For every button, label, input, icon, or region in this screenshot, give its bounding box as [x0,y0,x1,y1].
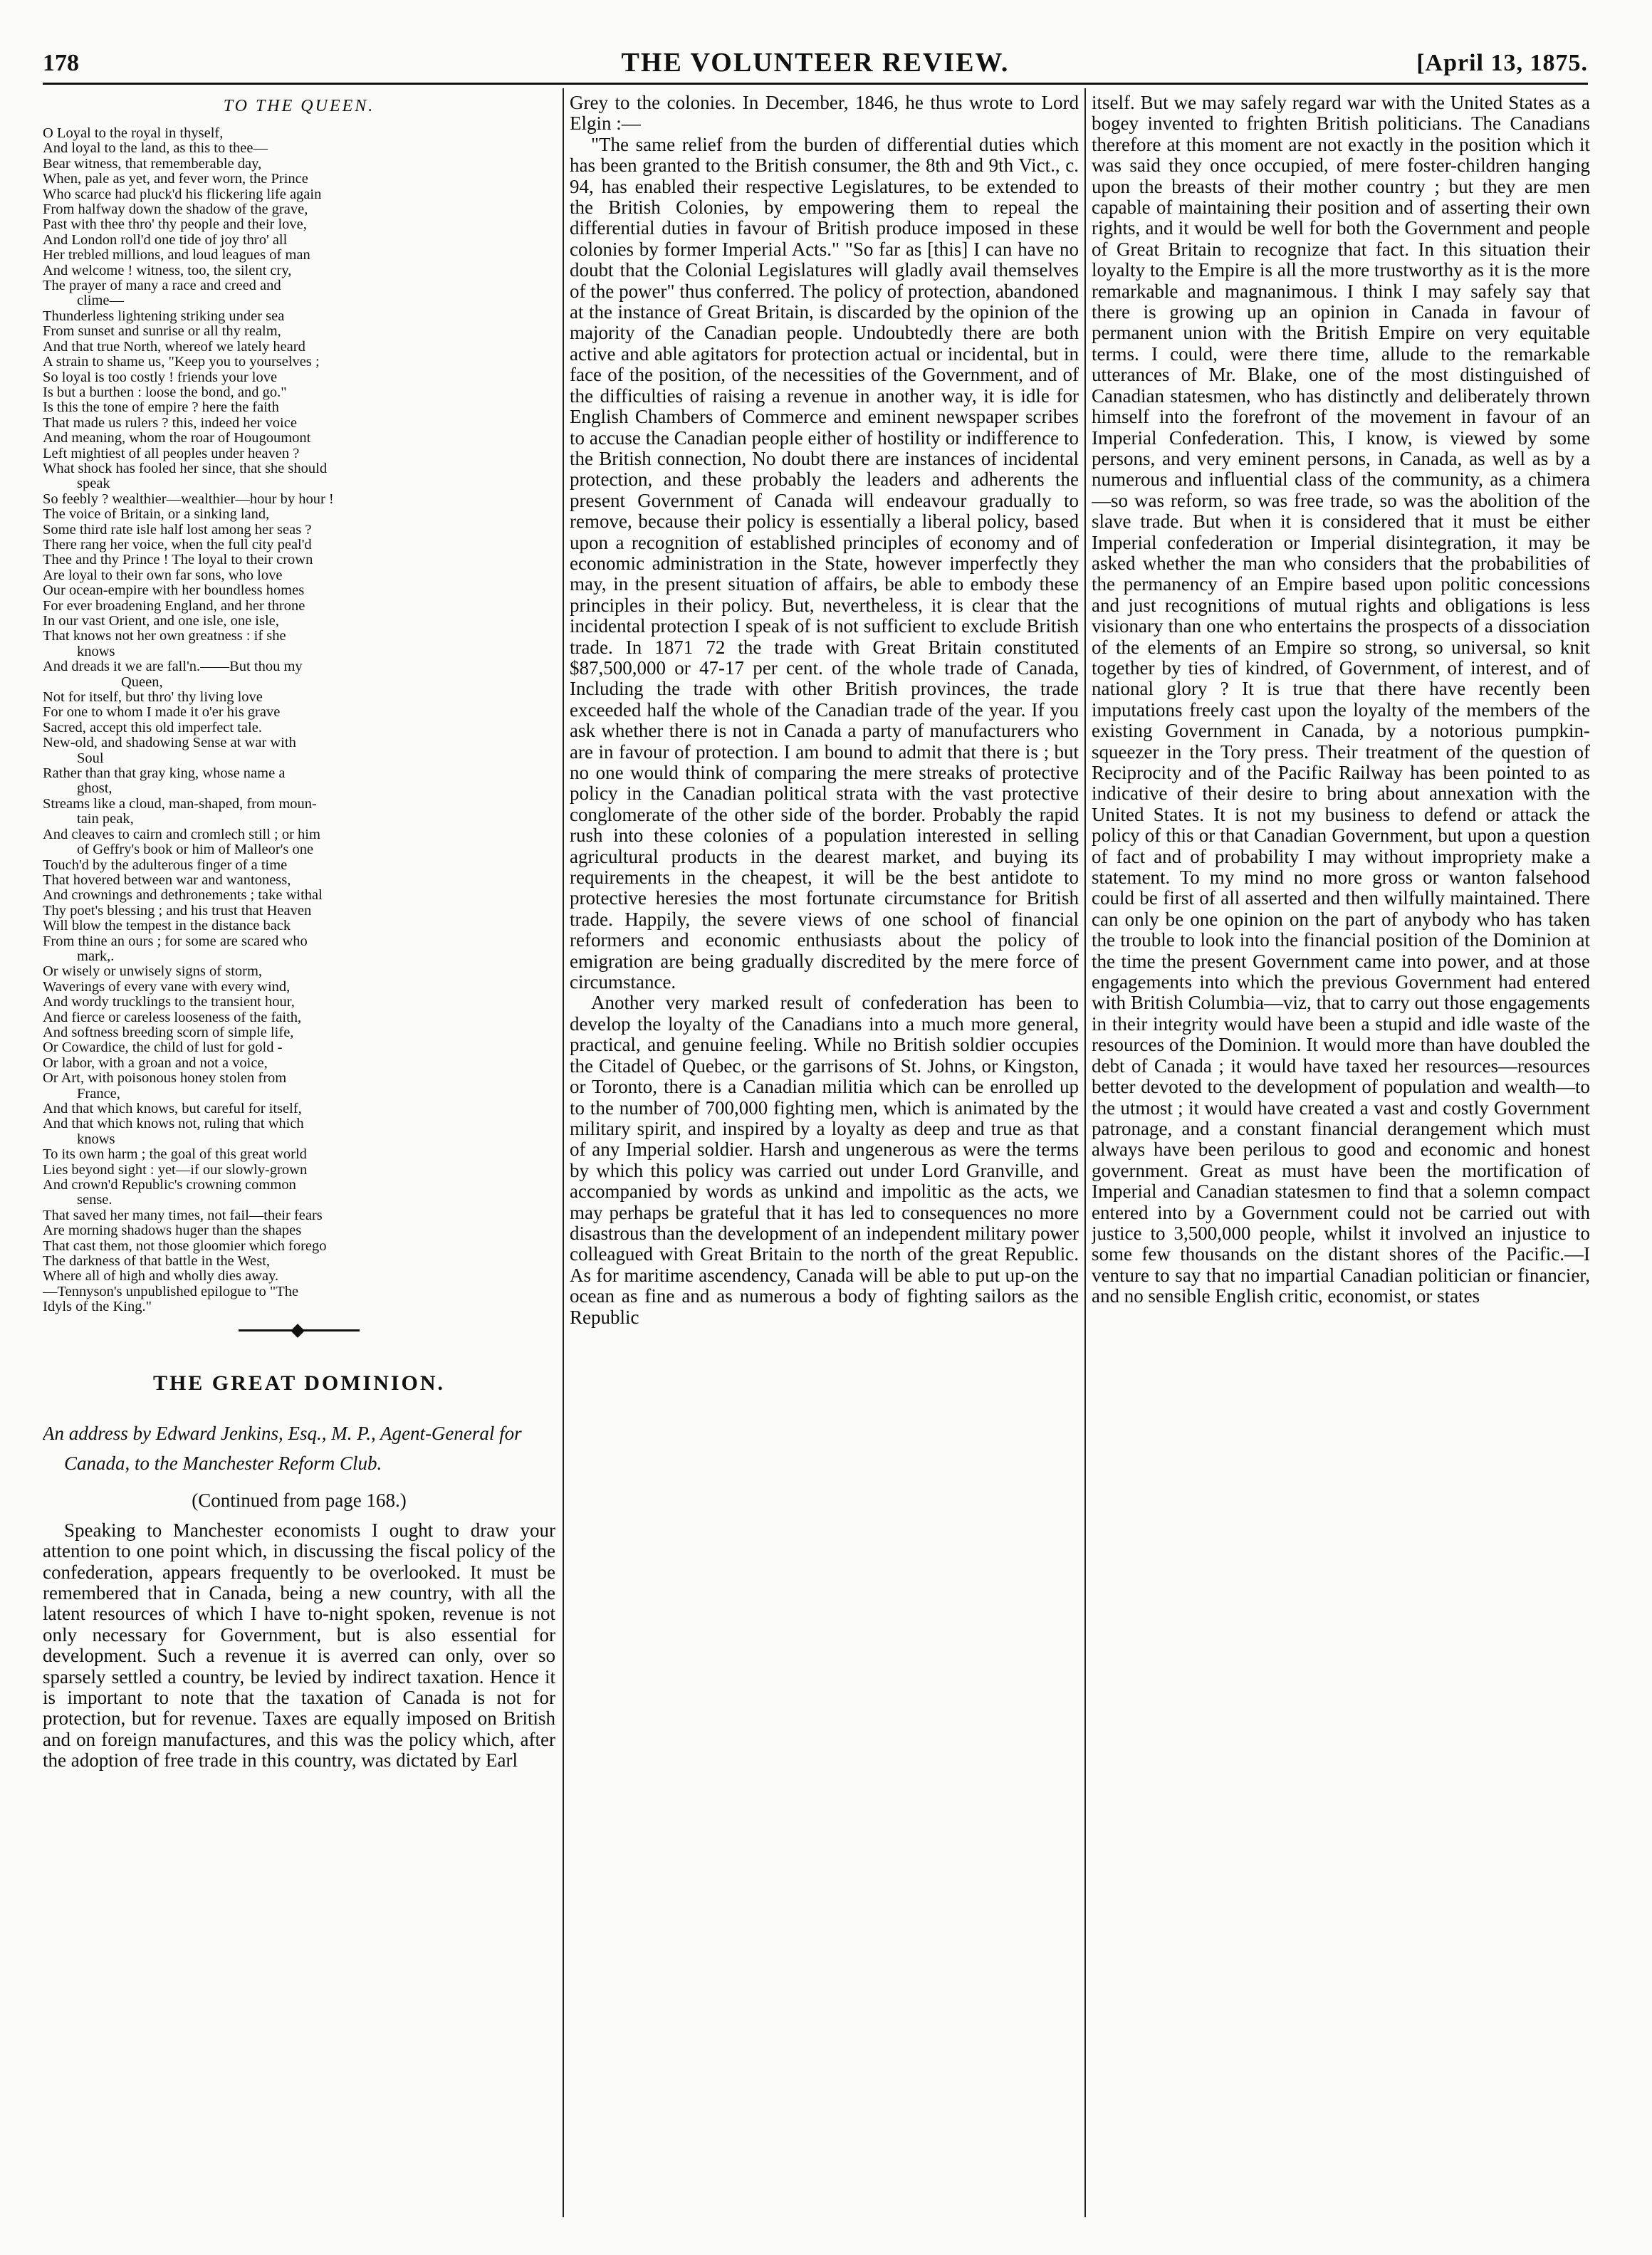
poem-line: And fierce or careless looseness of the faith, [43,1010,302,1025]
poem-line: tain peak, [77,812,134,827]
poem-line: To its own harm ; the goal of this great world [43,1147,307,1163]
poem-line: Thunderless lightening striking under sea [43,308,285,324]
poem-line: ghost, [77,781,113,797]
poem-line: And welcome ! witness, too, the silent cry, [43,263,292,278]
poem-line: mark,. [77,948,115,964]
page-number: 178 [43,50,79,76]
poem-line: From thine an ours ; for some are scared who [43,933,308,949]
poem-line: Queen, [121,674,163,690]
poem-line: That knows not her own greatness : if she [43,629,286,644]
running-head [43,44,1588,81]
poem-line: knows [77,1131,115,1147]
poem-line: Idyls of the King." [43,1299,152,1315]
poem-line: of Geffry's book or him of Malleor's one [77,842,314,858]
poem-line: —Tennyson's unpublished epilogue to "The [43,1284,299,1299]
poem-line: sense. [77,1193,113,1208]
section-divider [239,1329,360,1331]
poem-line: A strain to shame us, "Keep you to yourselves ; [43,355,320,370]
poem-line: That cast them, not those gloomier which forego [43,1238,327,1254]
poem-line: And softness breeding scorn of simple life, [43,1025,294,1040]
poem-line: And that which knows not, ruling that which [43,1116,304,1132]
poem-line: And that which knows, but careful for itself, [43,1102,302,1116]
article-title: THE GREAT DOMINION. [152,1371,446,1395]
paragraph: Grey to the colonies. In December, 1846, he thus wrote to Lord Elgin :— [570,93,1079,135]
poem-line: Or wisely or unwisely signs of storm, [43,964,263,980]
poem-line: O Loyal to the royal in thyself, [43,126,224,141]
poem-line: That hovered between war and wantoness, [43,872,291,888]
poem-line: Touch'd by the adulterous finger of a time [43,857,288,873]
poem-line: speak [77,476,110,492]
poem-line: The darkness of that battle in the West, [43,1254,271,1270]
poem-line: France, [77,1086,120,1102]
poem-line: That saved her many times, not fail—their fears [43,1208,323,1223]
poem-line: Sacred, accept this old imperfect tale. [43,720,262,736]
poem-line: Our ocean-empire with her boundless homes [43,583,305,599]
poem-line: Streams like a cloud, man-shaped, from moun- [43,796,317,812]
column-2 [570,93,1079,2222]
poem-line: For ever broadening England, and her throne [43,598,305,614]
article-text [1092,93,1590,1307]
poem-line: Or labor, with a groan and not a voice, [43,1055,268,1071]
poem-line: New-old, and shadowing Sense at war with [43,736,296,751]
poem-line: Left mightiest of all peoples under heaven ? [43,446,300,461]
column-1 [43,93,555,2222]
poem-line: There rang her voice, when the full city peal'd [43,537,312,553]
poem-line: Past with thee thro' thy people and their love, [43,217,307,233]
poem-line: And cleaves to cairn and cromlech still ; or him [43,827,320,842]
poem-line: What shock has fooled her since, that she should [43,461,328,476]
poem-line: Thee and thy Prince ! The loyal to their crown [43,553,313,568]
poem-line: The voice of Britain, or a sinking land, [43,507,270,523]
article-text [570,93,1079,1328]
poem-line: From sunset and sunrise or all thy realm, [43,324,281,340]
poem-line: clime— [77,293,125,309]
poem-line: And wordy trucklings to the transient hour, [43,995,295,1010]
poem-line: In our vast Orient, and one isle, one isle, [43,614,279,629]
poem-line: The prayer of many a race and creed and [43,278,281,294]
poem-line: Waverings of every vane with every wind, [43,979,291,995]
paragraph: Speaking to Manchester economists I ought to draw your attention to one point which, in discussing the fiscal policy of the confederation, appears frequently to be overlooked. It must be remembered that in Canada, being a new country, with all the latent resources of which I have to-night spoken, revenue is not only necessary for Government, but is also essential for development. Such a revenue it is averred can only, over so sparsely settled a country, be levied by indirect taxation. Hence it is important to note that the taxation of Canada is not for protection, but for revenue. Taxes are equally imposed on British and on foreign manufactures, and this was the policy which, after the adoption of free trade in this country, was dictated by Earl [43,1519,555,1772]
article-subtitle: An address by Edward Jenkins, Esq., M. P., Agent-General for Canada, to the Manchester Reform Club. [43,1422,522,1474]
poem-line: Where all of high and wholly dies away. [43,1269,279,1285]
poem-line: So loyal is too costly ! friends your love [43,370,278,385]
poem-line: Are loyal to their own far sons, who love [43,567,283,583]
poem-line: From halfway down the shadow of the grave, [43,202,308,218]
poem-line: Rather than that gray king, whose name a [43,766,286,782]
poem-line: Is but a burthen : loose the bond, and go." [43,384,287,400]
poem-line: Thy poet's blessing ; and his trust that Heaven [43,903,312,919]
poem-line: Is this the tone of empire ? here the faith [43,400,279,416]
poem-line: So feebly ? wealthier—wealthier—hour by hour ! [43,491,334,507]
poem-line: And that true North, whereof we lately heard [43,339,305,355]
header-rule [43,83,1588,85]
poem-line: knows [77,644,115,659]
paragraph: "The same relief from the burden of differential duties which has been granted to the British consumer, the 8th and 9th Vict., c. 94, has enabled their respective Legislatures, to be extended to the British Colonies, by empowering them to repeal the differential duties in favour of British produce imposed in these colonies by former Imperial Acts." "So far as [this] I can have no doubt that the Colonial Legislatures will gladly avail themselves of the power" thus conferred. The policy of protection, abandoned at the instance of Great Britain, is discarded by the opinion of the majority of the Canadian people. Undoubtedly there are both active and able agitators for protection actual or incidental, but in face of the position, of the necessities of the Government, and of the difficulties of raising a revenue in another way, it is idle for English Chambers of Commerce and eminent newspaper scribes to accuse the Canadian people either of hostility or indifference to the British connection, No doubt there are instances of incidental protection, and these probably the leaders and adherents the present Government of Canada will endeavour gradually to remove, because their policy is essentially a liberal policy, based upon a recognition of established principles of economy and of economic administration in the State, however imperfectly they may, in the present situation of affairs, be able to embody these principles in their policy. But, nevertheless, it is clear that the incidental protection I speak of is not sufficient to exclude British trade. In 1871 72 the trade with Great Britain constituted $87,500,000 or 47-17 per cent. of the whole trade of Canada, Including the trade with other British provinces, the trade exceeded half the whole of the Canadian trade of the year. If you ask whether there is not in Canada a party of manufacturers who are in favour of protection. I am bound to admit that there is ; but no one would think of comparing the mere streaks of protective policy in the Canadian political strata with the vast protective conglomerate of the other side of the border. Probably the rapid rush into these colonies of a population interested in selling agricultural products in the dearest market, and buying its requirements in the cheapest, it will be the best antidote to protective heresies the most fortunate circumstance for British trade. Happily, the severe views of one school of financial reformers and economic enthusiasts about the policy of emigration are being gradually discredited by the mere force of circumstance. [570,133,1079,993]
article-text [43,1520,555,1772]
paragraph: itself. But we may safely regard war with the United States as a bogey invented to frighten British politicians. The Canadians therefore at this moment are not exactly in the position which it was said they once occupied, of mere foster-children hanging upon the breasts of their mother country ; but they are men capable of maintaining their position and of asserting their own rights, and it would be well for both the Government and people of Great Britain to recognize that fact. In this situation their loyalty to the Empire is all the more trustworthy as it is the more remarkable and magnanimous. I think I may safely say that there is growing up an opinion in Canada in favour of permanent union with the British Empire on very equitable terms. I could, were there time, allude to the remarkable utterances of Mr. Blake, one of the most distinguished of Canadian statesmen, who has distinctly and deliberately thrown himself into the forefront of the movement in favour of an Imperial Confederation. This, I know, is viewed by some persons, and very eminent persons, in Canada, as well as by a numerous and influential class of the community, as a chimera—so was reform, so was free trade, so was the abolition of the slave trade. But when it is considered that it must be either Imperial confederation or Imperial disintegration, it may be asked whether the man who considers that the probabilities of the permanency of an Empire based upon politic concessions and just recognitions of mutual rights and obligations is less visionary than one who entertains the prospects of a dissociation of the elements of an Empire so strong, so universal, so knit together by ties of kindred, of Government, of interest, and of national glory ? It is true that there have recently been imputations freely cast upon the loyalty of the members of the existing Government in Canada, by a notorious pumpkin-squeezer in the Tory press. Their treatment of the question of Reciprocity and of the Pacific Railway has been pointed to as indicative of their desire to bring about annexation with the United States. It is not my business to defend or attack the policy of this or that Canadian Government, but upon a question of fact and of probability I may without impropriety make a statement. To my mind no more gross or wanton falsehood could be first of all asserted and then wilfully maintained. There can only be one opinion on the part of anybody who has taken the trouble to look into the financial position of the Dominion at the time the present Government came into power, and at those engagements into which the previous Government had entered with British Columbia—viz, that to carry out those engagements in their integrity would have been a stupid and idle waste of the resources of the Dominion. It would more than have doubled the debt of Canada ; it would have taxed her resources—resources better devoted to the development of population and wealth—to the utmost ; it would have created a vast and costly Government patronage, and a constant financial derangement which must always have been perilous to good and economic and honest government. Great as must have been the mortification of Imperial and Canadian statesmen to find that a solemn compact entered into by a Government could not be carried out with justice to 3,500,000 people, whilst it involved an injustice to some few thousands on the distant shores of the Pacific.—I venture to say that no impartial Canadian politician or financier, and no sensible English critic, economist, or states [1092,93,1590,1307]
poem-line: And meaning, whom the roar of Hougoumont [43,431,311,446]
poem [43,126,555,1315]
column-rule [563,88,564,2217]
publication-title: THE VOLUNTEER REVIEW. [621,48,1010,78]
poem-line: And crownings and dethronements ; take withal [43,888,323,904]
poem-line: When, pale as yet, and fever worn, the Prince [43,172,308,187]
poem-line: And London roll'd one tide of joy thro' all [43,232,288,248]
poem-line: That made us rulers ? this, indeed her voice [43,415,297,431]
column-rule [1084,88,1086,2217]
poem-line: Her trebled millions, and loud leagues of man [43,248,310,263]
poem-line: Soul [77,750,104,766]
poem-line: And dreads it we are fall'n.——But thou my [43,659,303,675]
poem-line: Will blow the tempest in the distance back [43,919,291,934]
poem-line: And loyal to the land, as this to thee— [43,141,268,157]
poem-line: Or Art, with poisonous honey stolen from [43,1071,287,1087]
poem-line: Some third rate isle half lost among her seas ? [43,522,312,538]
poem-line: And crown'd Republic's crowning common [43,1178,296,1193]
column-3 [1092,93,1590,2222]
poem-title: TO THE QUEEN. [223,97,375,115]
poem-line: Or Cowardice, the child of lust for gold - [43,1040,283,1056]
poem-line: Bear witness, that rememberable day, [43,156,262,172]
poem-line: Not for itself, but thro' thy living love [43,690,263,706]
paragraph: Another very marked result of confederation has been to develop the loyalty of the Canadians into a much more general, practical, and genuine feeling. While no British soldier occupies the Citadel of Quebec, or the garrisons of St. Johns, or Kingston, or Toronto, there is a Canadian militia which can be enrolled up to the number of 700,000 fighting men, which is animated by the military spirit, and inspired by a loyalty as deep and true as that of any Imperial soldier. Harsh and ungenerous as were the terms by which this policy was carried out under Lord Granville, and accompanied by words as unkind and impolitic as the acts, we may perhaps be grateful that it has led to consequences no more disastrous than the development of an independent military power colleagued with Great Britain to the north of the great Republic. As for maritime ascendency, Canada will be able to put up-on the ocean as fine and as numerous a body of fighting sailors as the Republic [570,992,1079,1328]
poem-line: Lies beyond sight : yet—if our slowly-grown [43,1162,308,1178]
issue-date: [April 13, 1875. [1416,50,1588,76]
continued-note: (Continued from page 168.) [192,1489,407,1511]
poem-line: Who scarce had pluck'd his flickering life again [43,187,322,202]
poem-line: Are morning shadows huger than the shapes [43,1223,302,1239]
poem-line: For one to whom I made it o'er his grave [43,705,281,721]
